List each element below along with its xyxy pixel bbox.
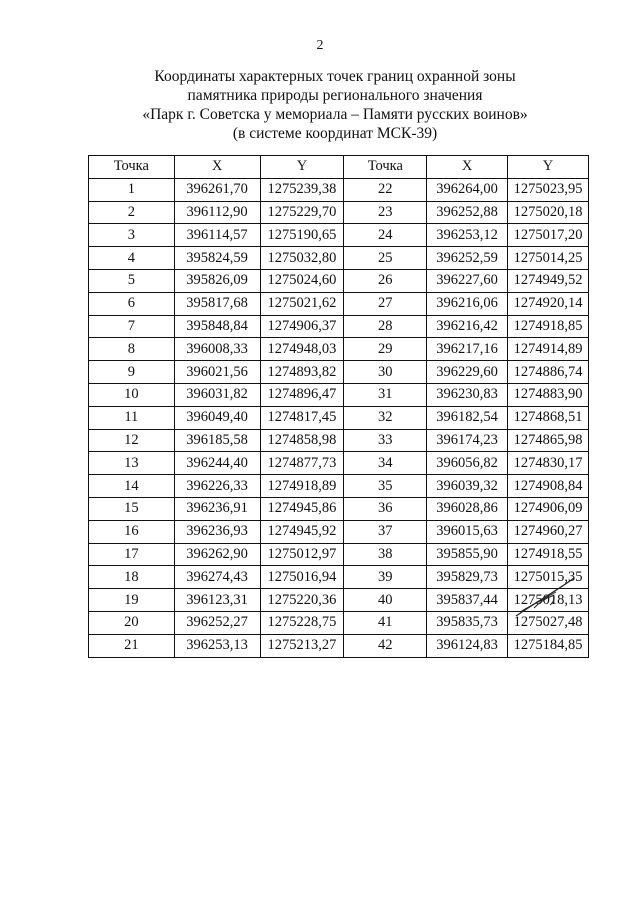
cell-point-left: 19 — [89, 589, 175, 612]
cell-point-left: 7 — [89, 315, 175, 338]
cell-point-left: 2 — [89, 201, 175, 224]
cell-y-left: 1274896,47 — [260, 383, 344, 406]
cell-x-left: 395817,68 — [174, 292, 260, 315]
cell-y-right: 1274920,14 — [508, 292, 589, 315]
cell-x-left: 395848,84 — [174, 315, 260, 338]
cell-point-left: 4 — [89, 247, 175, 270]
cell-y-left: 1274858,98 — [260, 429, 344, 452]
cell-y-left: 1275220,36 — [260, 589, 344, 612]
cell-x-left: 396253,13 — [174, 634, 260, 657]
cell-x-left: 396185,58 — [174, 429, 260, 452]
cell-y-left: 1275024,60 — [260, 269, 344, 292]
cell-y-left: 1275021,62 — [260, 292, 344, 315]
cell-point-left: 9 — [89, 361, 175, 384]
cell-x-left: 396049,40 — [174, 406, 260, 429]
table-header-row — [89, 156, 589, 179]
cell-point-right: 34 — [344, 452, 427, 475]
cell-point-left: 17 — [89, 543, 175, 566]
cell-point-left: 3 — [89, 224, 175, 247]
cell-point-left: 11 — [89, 406, 175, 429]
cell-point-right: 36 — [344, 497, 427, 520]
cell-point-right: 38 — [344, 543, 427, 566]
cell-x-right: 396028,86 — [427, 497, 508, 520]
cell-y-left: 1275012,97 — [260, 543, 344, 566]
cell-point-right: 42 — [344, 634, 427, 657]
cell-point-right: 25 — [344, 247, 427, 270]
cell-y-right: 1275017,20 — [508, 224, 589, 247]
cell-y-right: 1275023,95 — [508, 178, 589, 201]
table-row — [89, 475, 589, 498]
table-row — [89, 224, 589, 247]
table-row — [89, 406, 589, 429]
cell-point-right: 31 — [344, 383, 427, 406]
table-body — [89, 178, 589, 657]
cell-point-left: 18 — [89, 566, 175, 589]
cell-x-right: 396253,12 — [427, 224, 508, 247]
cell-y-right: 1274865,98 — [508, 429, 589, 452]
cell-x-right: 396252,88 — [427, 201, 508, 224]
cell-point-right: 27 — [344, 292, 427, 315]
table-row — [89, 201, 589, 224]
table-row — [89, 566, 589, 589]
cell-y-left: 1275229,70 — [260, 201, 344, 224]
table-row — [89, 634, 589, 657]
cell-x-right: 396015,63 — [427, 520, 508, 543]
title-line-3: «Парк г. Советска у мемориала – Памяти русских воинов» — [142, 106, 528, 123]
cell-point-left: 15 — [89, 497, 175, 520]
cell-y-left: 1275190,65 — [260, 224, 344, 247]
cell-x-right: 396174,23 — [427, 429, 508, 452]
cell-x-left: 396261,70 — [174, 178, 260, 201]
title-line-1: Координаты характерных точек границ охранной зоны — [154, 68, 516, 85]
cell-point-left: 1 — [89, 178, 175, 201]
cell-y-left: 1275228,75 — [260, 611, 344, 634]
cell-y-left: 1274877,73 — [260, 452, 344, 475]
cell-point-left: 12 — [89, 429, 175, 452]
table-row — [89, 292, 589, 315]
cell-x-right: 396252,59 — [427, 247, 508, 270]
cell-x-right: 396056,82 — [427, 452, 508, 475]
header-x-left: X — [174, 156, 260, 179]
cell-point-right: 28 — [344, 315, 427, 338]
cell-point-right: 29 — [344, 338, 427, 361]
cell-x-right: 395829,73 — [427, 566, 508, 589]
cell-x-right: 396230,83 — [427, 383, 508, 406]
cell-y-right: 1274883,90 — [508, 383, 589, 406]
cell-x-left: 396123,31 — [174, 589, 260, 612]
cell-point-right: 22 — [344, 178, 427, 201]
cell-y-right: 1274960,27 — [508, 520, 589, 543]
cell-y-right: 1275184,85 — [508, 634, 589, 657]
table-row — [89, 383, 589, 406]
cell-y-left: 1275239,38 — [260, 178, 344, 201]
table-row — [89, 269, 589, 292]
cell-x-right: 396227,60 — [427, 269, 508, 292]
cell-y-left: 1274945,86 — [260, 497, 344, 520]
cell-x-right: 396124,83 — [427, 634, 508, 657]
cell-point-right: 32 — [344, 406, 427, 429]
cell-y-right: 1274949,52 — [508, 269, 589, 292]
cell-point-right: 24 — [344, 224, 427, 247]
table-row — [89, 315, 589, 338]
cell-x-left: 396262,90 — [174, 543, 260, 566]
cell-x-left: 396236,91 — [174, 497, 260, 520]
cell-x-right: 395855,90 — [427, 543, 508, 566]
cell-y-right: 1274906,09 — [508, 497, 589, 520]
cell-point-left: 13 — [89, 452, 175, 475]
cell-point-left: 14 — [89, 475, 175, 498]
document-title — [60, 67, 610, 143]
page-number: 2 — [316, 38, 324, 53]
cell-point-left: 16 — [89, 520, 175, 543]
cell-y-left: 1274906,37 — [260, 315, 344, 338]
cell-y-right: 1274868,51 — [508, 406, 589, 429]
cell-x-right: 395835,73 — [427, 611, 508, 634]
cell-y-right: 1274918,55 — [508, 543, 589, 566]
cell-point-right: 23 — [344, 201, 427, 224]
table-row — [89, 452, 589, 475]
table-row — [89, 589, 589, 612]
table-row — [89, 543, 589, 566]
cell-point-left: 10 — [89, 383, 175, 406]
cell-point-right: 40 — [344, 589, 427, 612]
cell-x-right: 396216,06 — [427, 292, 508, 315]
cell-point-right: 41 — [344, 611, 427, 634]
cell-y-right: 1275018,13 — [508, 589, 589, 612]
cell-y-right: 1274908,84 — [508, 475, 589, 498]
cell-y-left: 1274918,89 — [260, 475, 344, 498]
cell-y-left: 1275213,27 — [260, 634, 344, 657]
cell-y-right: 1275014,25 — [508, 247, 589, 270]
cell-x-right: 396216,42 — [427, 315, 508, 338]
cell-point-right: 33 — [344, 429, 427, 452]
cell-x-left: 396112,90 — [174, 201, 260, 224]
cell-x-left: 396226,33 — [174, 475, 260, 498]
title-line-4: (в системе координат МСК-39) — [232, 125, 438, 142]
cell-y-right: 1274918,85 — [508, 315, 589, 338]
table-row — [89, 611, 589, 634]
cell-x-left: 396244,40 — [174, 452, 260, 475]
cell-y-left: 1275016,94 — [260, 566, 344, 589]
cell-point-right: 39 — [344, 566, 427, 589]
table-row — [89, 247, 589, 270]
cell-y-right: 1274914,89 — [508, 338, 589, 361]
table-row — [89, 338, 589, 361]
cell-point-left: 20 — [89, 611, 175, 634]
cell-x-left: 396031,82 — [174, 383, 260, 406]
table-row — [89, 497, 589, 520]
header-point-left: Точка — [89, 156, 175, 179]
cell-x-right: 396217,16 — [427, 338, 508, 361]
cell-x-left: 396274,43 — [174, 566, 260, 589]
table-row — [89, 361, 589, 384]
cell-y-left: 1274945,92 — [260, 520, 344, 543]
cell-x-left: 396252,27 — [174, 611, 260, 634]
cell-y-left: 1274817,45 — [260, 406, 344, 429]
header-x-right: X — [427, 156, 508, 179]
cell-x-right: 396264,00 — [427, 178, 508, 201]
header-y-left: Y — [260, 156, 344, 179]
cell-x-left: 396114,57 — [174, 224, 260, 247]
cell-point-right: 35 — [344, 475, 427, 498]
cell-point-right: 26 — [344, 269, 427, 292]
cell-point-left: 5 — [89, 269, 175, 292]
table-row — [89, 178, 589, 201]
cell-y-right: 1275015,35 — [508, 566, 589, 589]
cell-x-left: 395824,59 — [174, 247, 260, 270]
cell-y-left: 1274893,82 — [260, 361, 344, 384]
cell-y-right: 1275020,18 — [508, 201, 589, 224]
cell-x-left: 396008,33 — [174, 338, 260, 361]
header-point-right: Точка — [344, 156, 427, 179]
cell-point-left: 8 — [89, 338, 175, 361]
cell-x-left: 396236,93 — [174, 520, 260, 543]
cell-y-left: 1274948,03 — [260, 338, 344, 361]
cell-point-left: 21 — [89, 634, 175, 657]
coordinates-table — [88, 155, 589, 658]
cell-y-left: 1275032,80 — [260, 247, 344, 270]
table-row — [89, 520, 589, 543]
cell-x-left: 395826,09 — [174, 269, 260, 292]
cell-point-left: 6 — [89, 292, 175, 315]
cell-point-right: 37 — [344, 520, 427, 543]
table-row — [89, 429, 589, 452]
header-y-right: Y — [508, 156, 589, 179]
cell-x-right: 396182,54 — [427, 406, 508, 429]
title-line-2: памятника природы регионального значения — [187, 87, 483, 104]
cell-x-right: 396039,32 — [427, 475, 508, 498]
cell-y-right: 1275027,48 — [508, 611, 589, 634]
cell-y-right: 1274886,74 — [508, 361, 589, 384]
cell-x-left: 396021,56 — [174, 361, 260, 384]
cell-x-right: 395837,44 — [427, 589, 508, 612]
cell-point-right: 30 — [344, 361, 427, 384]
cell-x-right: 396229,60 — [427, 361, 508, 384]
cell-y-right: 1274830,17 — [508, 452, 589, 475]
